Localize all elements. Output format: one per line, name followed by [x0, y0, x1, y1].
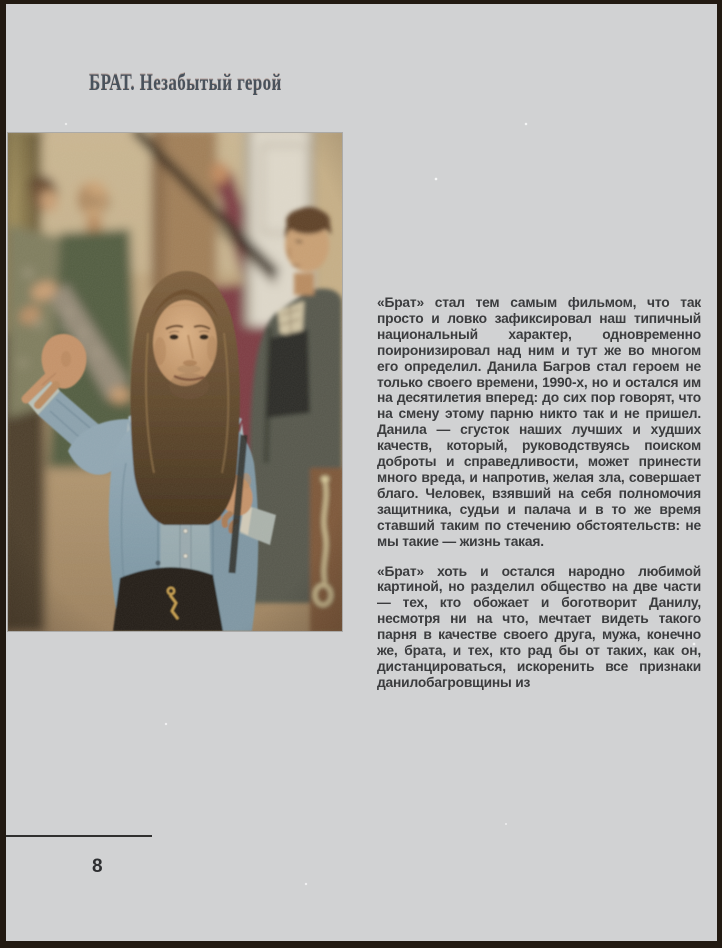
page-number: 8: [92, 856, 103, 877]
footer-rule: [6, 835, 152, 837]
photo-illustration: [8, 133, 342, 631]
paragraph-2: «Брат» хоть и остался народно любимой картиной, но разделил общество на две части — тех, кто обожает и боготворит Данилу, несмотря ни на что, мечтает видеть такого парня в качестве своего друга, мужа, конечно же, брата, и тех, кто рад бы от таких, как он, дистанцироваться, искоренить все признаки данилобагровщины из: [377, 563, 701, 690]
body-text-column: [377, 295, 701, 705]
photo-behind-the-scenes: [8, 133, 342, 631]
chapter-title: БРАТ. Незабытый герой: [89, 70, 282, 95]
paragraph-1: «Брат» стал тем самым фильмом, что так просто и ловко зафиксировал наш типичный национальный характер, одновременно поиронизировал над ним и тут же во многом его определил. Данила Багров стал героем не только своего времени, 1990-х, но и остался им на десятилетия вперед: до сих пор говорят, что на смену этому парню никто так и не пришел. Данила — сгусток наших лучших и худших качеств, который, руководствуясь поиском доброты и справедливости, может принести много вреда, и напротив, желая зла, совершает благо. Человек, взявший на себя полномочия защитника, судьи и палача и в то же время ставший таким по стечению обстоятельств: не мы такие — жизнь такая.: [377, 295, 701, 549]
